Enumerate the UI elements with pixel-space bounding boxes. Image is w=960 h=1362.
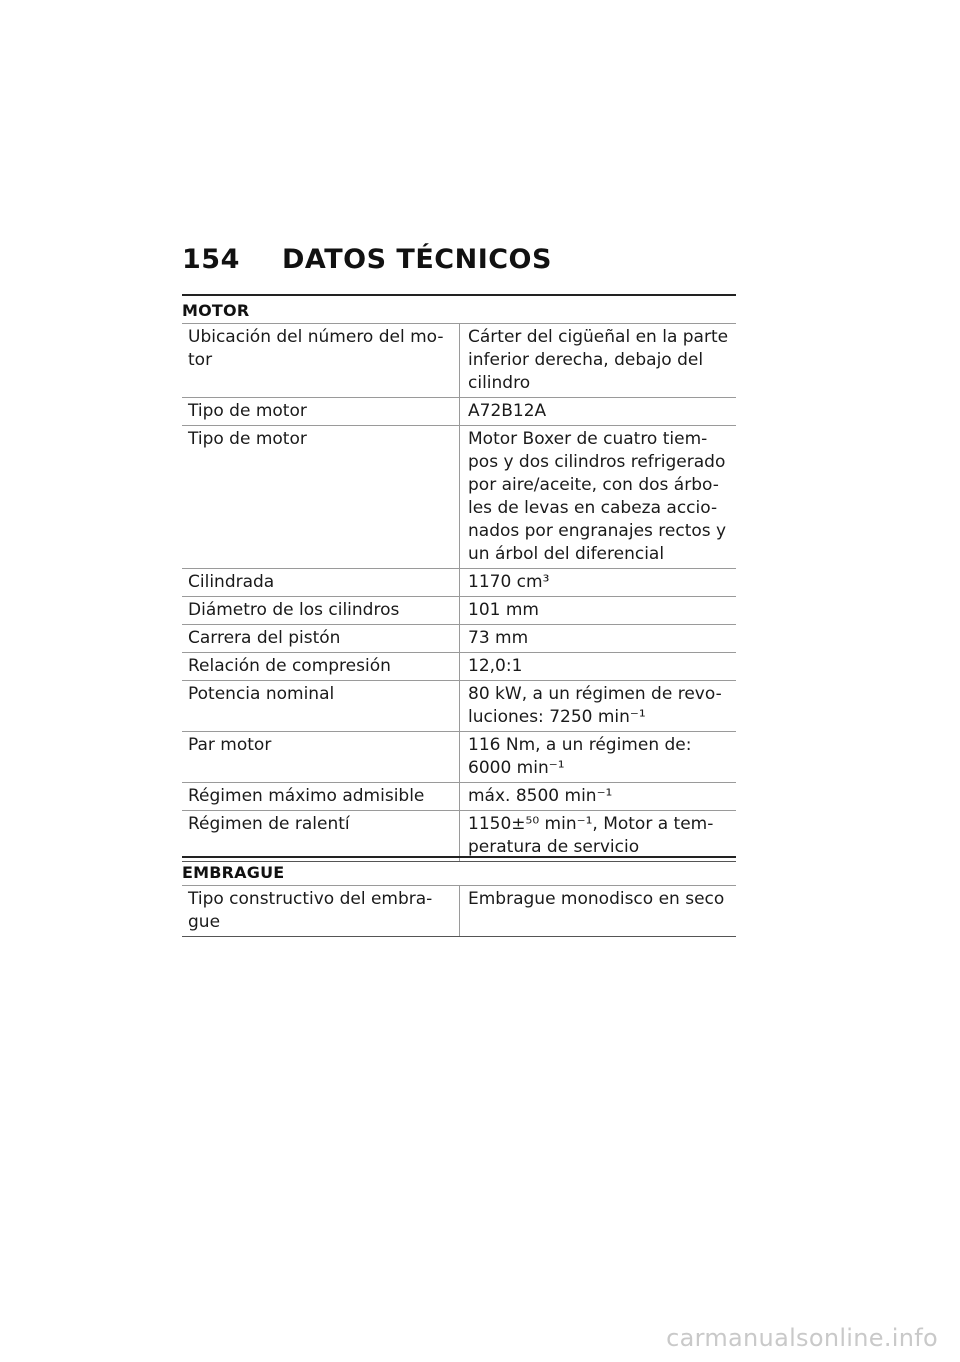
spec-value: 1150±⁵⁰ min⁻¹, Motor a tem- peratura de servicio <box>460 811 737 862</box>
page-title: DATOS TÉCNICOS <box>282 244 552 275</box>
spec-table-motor <box>182 323 736 862</box>
spec-value: Motor Boxer de cuatro tiem- pos y dos cilindros refrigerado por aire/aceite, con dos árbo- les de levas en cabeza accio- nados por engranajes rectos y un árbol del diferencial <box>460 426 737 569</box>
spec-label: Tipo de motor <box>182 426 460 569</box>
spec-label: Tipo de motor <box>182 398 460 426</box>
spec-value: Embrague monodisco en seco <box>460 886 737 937</box>
section-embrague <box>182 856 736 937</box>
section-title: MOTOR <box>182 301 250 320</box>
spec-row <box>182 597 736 625</box>
spec-value: Cárter del cigüeñal en la parte inferior derecha, debajo del cilindro <box>460 324 737 398</box>
spec-value: 116 Nm, a un régimen de: 6000 min⁻¹ <box>460 732 737 783</box>
spec-row <box>182 398 736 426</box>
watermark: carmanualsonline.info <box>666 1324 938 1352</box>
spec-label: Par motor <box>182 732 460 783</box>
section-title: EMBRAGUE <box>182 863 285 882</box>
spec-label: Diámetro de los cilindros <box>182 597 460 625</box>
spec-row <box>182 653 736 681</box>
page-header <box>182 244 552 275</box>
spec-row <box>182 886 736 937</box>
spec-row <box>182 324 736 398</box>
spec-row <box>182 811 736 862</box>
spec-label: Tipo constructivo del embra- gue <box>182 886 460 937</box>
spec-label: Potencia nominal <box>182 681 460 732</box>
spec-value: A72B12A <box>460 398 737 426</box>
spec-label: Régimen de ralentí <box>182 811 460 862</box>
spec-row <box>182 681 736 732</box>
spec-value: 12,0:1 <box>460 653 737 681</box>
spec-value: 1170 cm³ <box>460 569 737 597</box>
spec-value: 101 mm <box>460 597 737 625</box>
spec-label: Relación de compresión <box>182 653 460 681</box>
section-motor <box>182 294 736 862</box>
spec-label: Ubicación del número del mo- tor <box>182 324 460 398</box>
spec-value: 80 kW, a un régimen de revo- luciones: 7250 min⁻¹ <box>460 681 737 732</box>
spec-row <box>182 732 736 783</box>
spec-label: Cilindrada <box>182 569 460 597</box>
spec-label: Carrera del pistón <box>182 625 460 653</box>
spec-value: 73 mm <box>460 625 737 653</box>
spec-value: máx. 8500 min⁻¹ <box>460 783 737 811</box>
spec-row <box>182 625 736 653</box>
spec-table-embrague <box>182 885 736 937</box>
spec-row <box>182 569 736 597</box>
spec-row <box>182 426 736 569</box>
page-number: 154 <box>182 244 240 275</box>
spec-row <box>182 783 736 811</box>
spec-label: Régimen máximo admisible <box>182 783 460 811</box>
